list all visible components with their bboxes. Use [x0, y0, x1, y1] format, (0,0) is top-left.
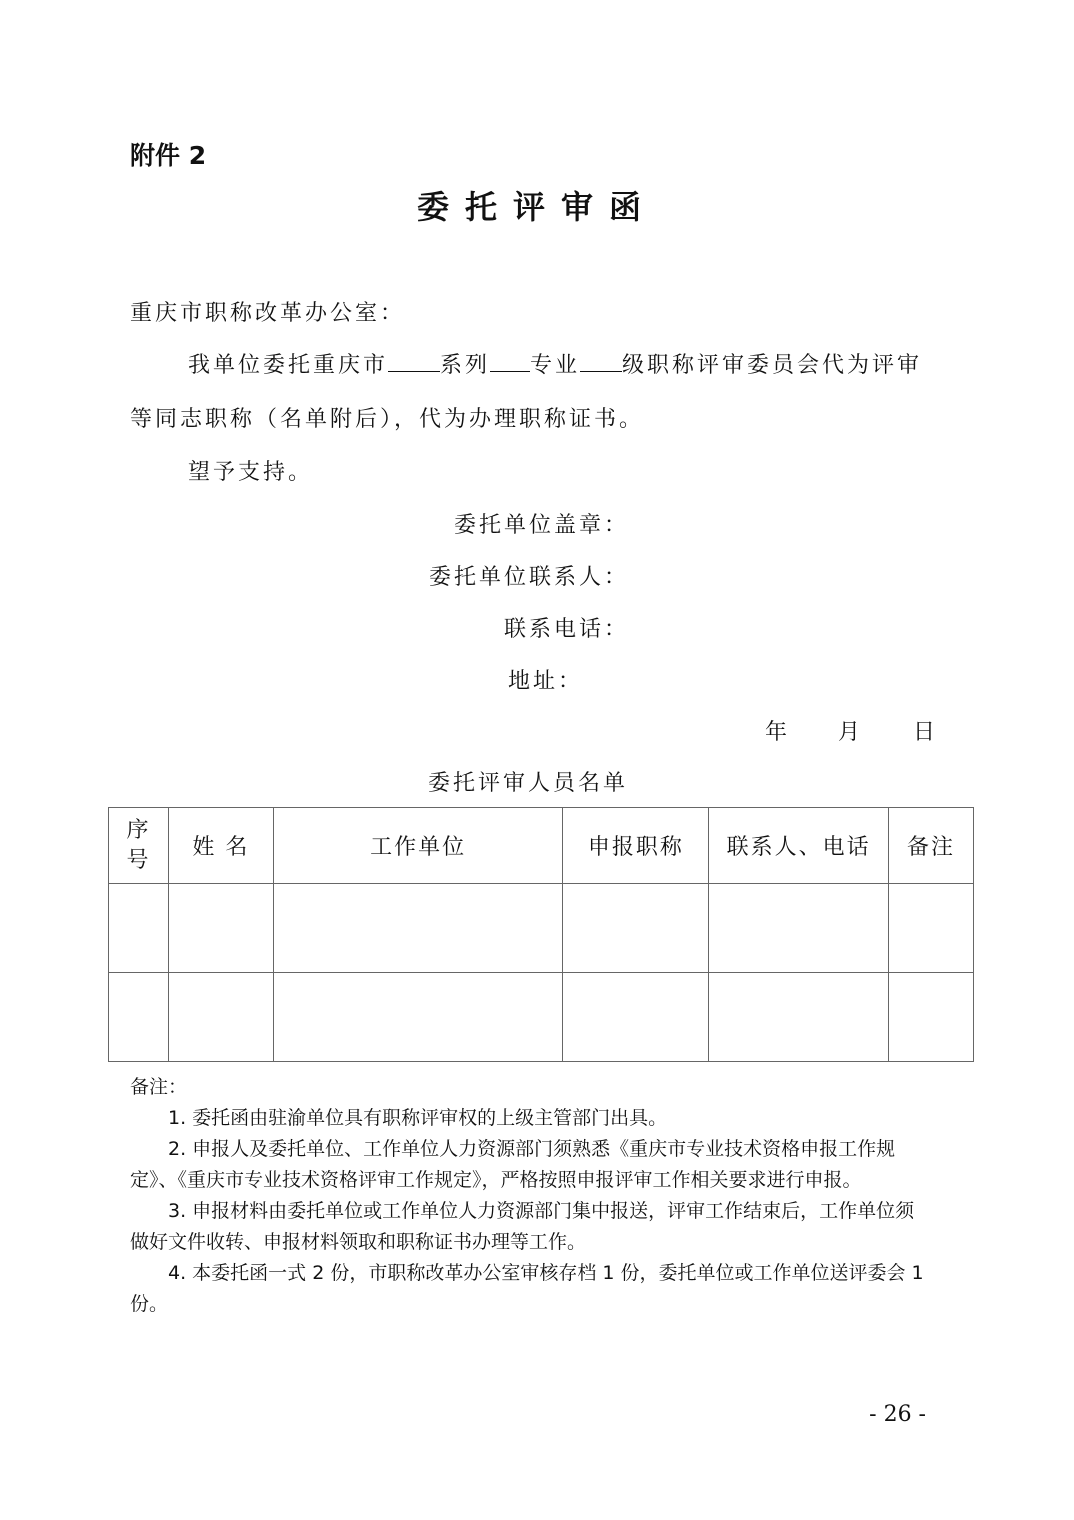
date-line [765, 715, 938, 746]
note-item-2: 2. 申报人及委托单位、工作单位人力资源部门须熟悉《重庆市专业技术资格申报工作规定》、《重庆市专业技术资格评审工作规定》，严格按照申报评审工作相关要求进行申报。 [130, 1138, 896, 1191]
note-item-4: 4. 本委托函一式 2 份，市职称改革办公室审核存档 1 份，委托单位或工作单位送评委会 1 份。 [130, 1262, 924, 1315]
header-contact-phone: 联系人、电话 [709, 808, 889, 884]
contact-person-label: 委托单位联系人： [428, 565, 629, 590]
cell-remarks[interactable] [889, 973, 974, 1062]
cell-title-applied[interactable] [563, 973, 709, 1062]
cell-contact-phone[interactable] [709, 973, 889, 1062]
attachment-label: 附件 2 [130, 141, 207, 170]
table-row [109, 884, 974, 973]
header-work-unit: 工作单位 [273, 808, 563, 884]
paragraph-text-a: 我单位委托重庆市 [188, 353, 389, 378]
paragraph-text-d: 级职称评审委员会代为评审 [622, 353, 923, 378]
cell-work-unit[interactable] [273, 973, 563, 1062]
paragraph-1-line-1 [188, 348, 922, 379]
table-caption: 委托评审人员名单 [427, 771, 628, 796]
header-remarks: 备注 [889, 808, 974, 884]
phone-label: 联系电话： [503, 617, 629, 642]
closing-text: 望予支持。 [188, 460, 314, 485]
salutation: 重庆市职称改革办公室： [130, 301, 406, 326]
cell-serial[interactable] [109, 884, 169, 973]
specialty-blank[interactable] [490, 353, 530, 372]
header-title-applied: 申报职称 [563, 808, 709, 884]
series-blank[interactable] [388, 353, 440, 372]
cell-name[interactable] [168, 973, 273, 1062]
cell-work-unit[interactable] [273, 884, 563, 973]
document-title: 委托评审函 [416, 188, 657, 226]
seal-label: 委托单位盖章： [453, 513, 629, 538]
table-header-row [109, 808, 974, 884]
note-item-3: 3. 申报材料由委托单位或工作单位人力资源部门集中报送，评审工作结束后，工作单位须做好文件收转、申报材料领取和职称证书办理等工作。 [130, 1200, 915, 1253]
date-year: 年 [765, 720, 791, 745]
cell-title-applied[interactable] [563, 884, 709, 973]
entrusted-personnel-table [108, 807, 974, 1062]
address-label: 地址： [508, 669, 584, 694]
paragraph-1-line-2: 等同志职称（名单附后），代为办理职称证书。 [130, 407, 645, 432]
page-number: - 26 - [869, 1402, 926, 1427]
paragraph-text-b: 系列 [440, 353, 491, 378]
notes-section [130, 1072, 930, 1320]
table-row [109, 973, 974, 1062]
header-name: 姓 名 [168, 808, 273, 884]
cell-serial[interactable] [109, 973, 169, 1062]
level-blank[interactable] [580, 353, 622, 372]
paragraph-text-c: 专业 [530, 353, 581, 378]
cell-name[interactable] [168, 884, 273, 973]
date-month: 月 [838, 720, 864, 745]
date-day: 日 [913, 720, 939, 745]
note-item-1: 1. 委托函由驻渝单位具有职称评审权的上级主管部门出具。 [168, 1107, 668, 1129]
cell-remarks[interactable] [889, 884, 974, 973]
notes-heading: 备注： [130, 1076, 188, 1098]
header-serial: 序号 [109, 808, 169, 884]
cell-contact-phone[interactable] [709, 884, 889, 973]
